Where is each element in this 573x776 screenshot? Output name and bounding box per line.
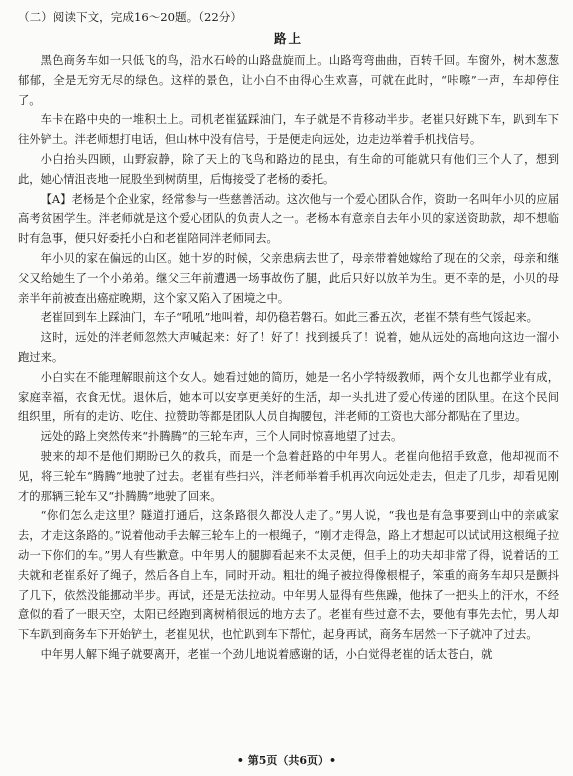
paragraph: 这时，远处的泮老师忽然大声喊起来：好了！好了！找到援兵了！说着，她从远处的高地向这边一溜小跑过来。 [18, 331, 559, 364]
paragraph: 中年男人解下绳子就要离开，老崔一个劲儿地说着感谢的话，小白觉得老崔的话太苍白，就 [40, 647, 493, 661]
paragraph: 【A】老杨是个企业家，经常参与一些慈善活动。这次他与一个爱心团队合作，资助一名叫年小贝的应届高考贫困学生。泮老师就是这个爱心团队的负责人之一。老杨本有意亲自去年小贝的家送资助款，却不想临时有急事，便只好委托小白和老崔陪同泮老师同去。 [18, 192, 559, 246]
paragraph: 小白实在不能理解眼前这个女人。她看过她的简历，她是一名小学特级教师，两个女儿也都学业有成，家庭幸福，衣食无忧。退休后，她本可以安享更美好的生活，却一头扎进了爱心传递的团队里。在这个民间组织里，所有的走访、吃住、拉赞助等都是团队人员自掏腰包，泮老师的工资也大部分都贴在了里边。 [18, 370, 559, 424]
paragraph: 老崔回到车上踩油门，车子“吼吼”地叫着，却仍稳若磐石。如此三番五次，老崔不禁有些气馁起来。 [40, 311, 538, 325]
paragraph: 车卡在路中央的一堆积土上。司机老崔猛踩油门，车子就是不肯移动半步。老崔只好跳下车，趴到车下往外铲土。泮老师想打电话，但山林中没有信号，于是便走向远处，边走边举着手机找信号。 [18, 113, 559, 147]
paragraph: 远处的路上突然传来“扑腾腾”的三轮车声，三个人同时惊喜地望了过去。 [40, 430, 403, 444]
page-number-footer: • 第5页（共6页）• [236, 754, 337, 767]
paragraph: 小白抬头四顾，山野寂静，除了天上的飞鸟和路边的昆虫，有生命的可能就只有他们三个人了，想到此，她心情沮丧地一屁股坐到树荫里，后悔接受了老杨的委托。 [18, 152, 559, 186]
article-title: 路上 [273, 31, 303, 46]
paragraph: 年小贝的家在偏远的山区。她十岁的时候，父亲患病去世了，母亲带着她嫁给了现在的父亲，母亲和继父又给她生了一个小弟弟。继父三年前遭遇一场事故伤了腿，此后只好以放羊为生。更不幸的是，小贝的母亲半年前被查出癌症晚期，这个家又陷入了困境之中。 [18, 251, 559, 305]
paragraph: 黑色商务车如一只低飞的鸟，沿水石岭的山路盘旋而上。山路弯弯曲曲，百转千回。车窗外，树木葱葱郁郁，全是无穷无尽的绿色。这样的景色，让小白不由得心生欢喜，可就在此时，“咔嚓”一声，车却停住了。 [18, 54, 559, 107]
paragraph: “你们怎么走这里？隧道打通后，这条路很久都没人走了。”男人说，“我也是有急事要到山中的亲戚家去，才走这条路的。”说着他动手去解三轮车上的一根绳子，“刚才走得急，路上才想起可以试试用这根绳子拉动一下你们的车。”男人有些歉意。中年男人的腿脚看起来不太灵便，但手上的功夫却非常了得，说着话的工夫就和老崔系好了绳子，然后各自上车，同时开动。粗壮的绳子被拉得像根棍子，笨重的商务车却只是颤抖了几下，依然没能挪动半步。再试，还是无法拉动。中年男人显得有些焦躁，他抹了一把头上的汗水，不经意似的看了一眼天空，太阳已经跑到离树梢很远的地方去了。老崔有些过意不去，要他有事先去忙，男人却下车趴到商务车下开始铲土，老崔见状，也忙趴到车下帮忙，起身再试，商务车居然一下子就冲了过去。 [18, 509, 559, 642]
paragraph: 驶来的却不是他们期盼已久的救兵，而是一个急着赶路的中年男人。老崔向他招手致意，他却视而不见，将三轮车“腾腾”地驶了过去。老崔有些扫兴，泮老师举着手机再次向远处走去，但走了几步，却看见刚才的那辆三轮车又“扑腾腾”地驶了回来。 [18, 449, 559, 503]
section-heading: （二）阅读下文，完成16～20题。（22分） [18, 10, 242, 24]
article-body [18, 51, 559, 665]
